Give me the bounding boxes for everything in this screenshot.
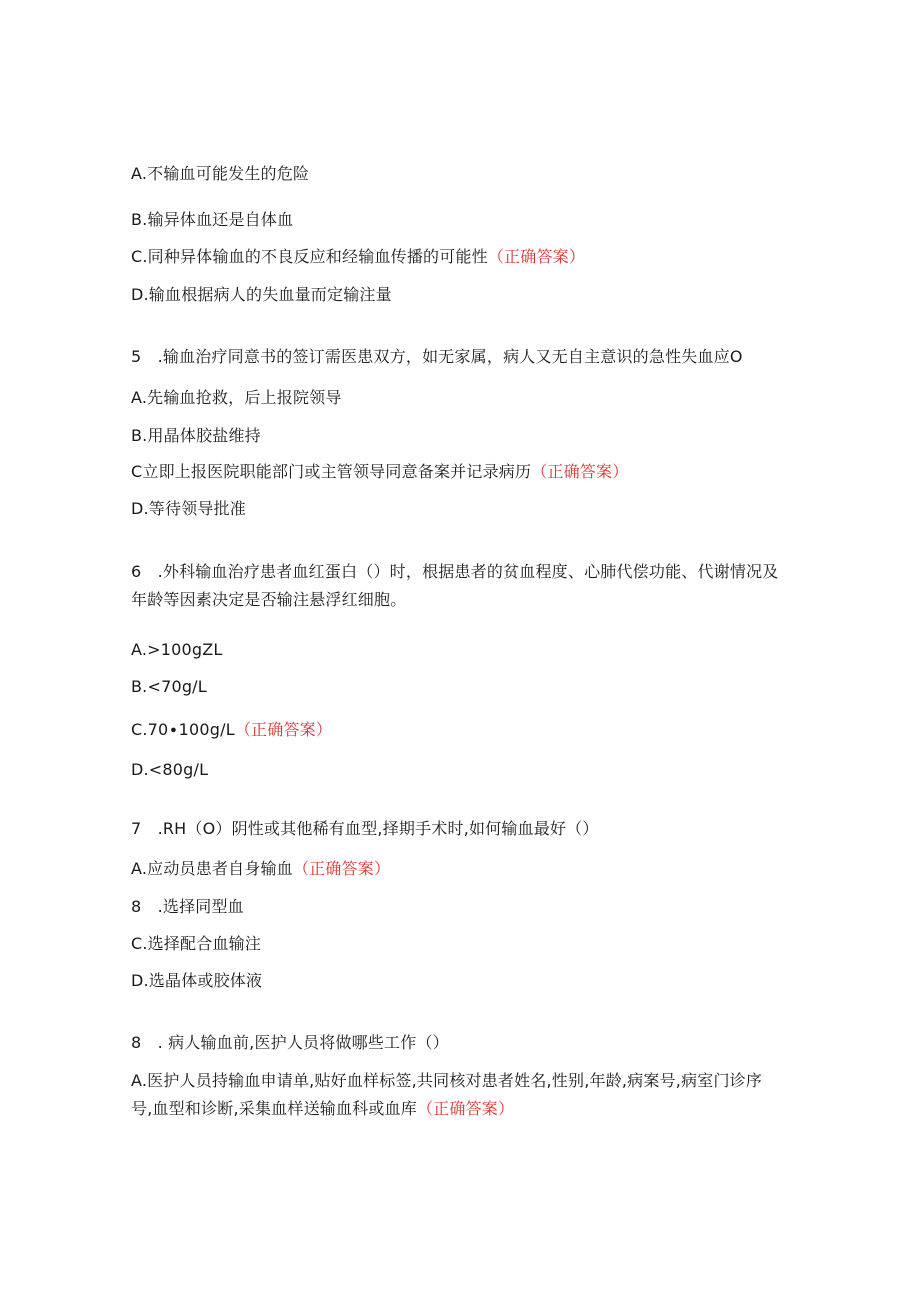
correct-answer-tag: （正确答案） [292,859,391,878]
q7-option-a [131,859,390,879]
q8-option-a [131,1067,781,1123]
q5-option-a [131,388,342,408]
option-text: D.输血根据病人的失血量而定输注量 [131,285,392,304]
q7-option-d [131,971,262,991]
option-text: C立即上报医院职能部门或主管领导同意备案并记录病历 [131,462,532,481]
option-text: B.用晶体胶盐维持 [131,426,261,445]
q4-option-d [131,285,392,305]
option-text: C.同种异体输血的不良反应和经输血传播的可能性 [131,247,488,266]
q6-option-a [131,640,223,660]
option-text: D.<80g∕L [131,760,209,779]
question-text: 8 . 病人输血前,医护人员将做哪些工作（） [131,1033,449,1052]
option-text: C.70∙100g∕L [131,720,235,739]
q7-option-c [131,934,261,954]
q7-question [131,819,599,839]
option-text: D.选晶体或胶体液 [131,971,263,990]
option-text: A.应动员患者自身输血 [131,859,293,878]
question-text: 7 .RH（O）阴性或其他稀有血型,择期手术时,如何输血最好（） [131,819,599,838]
q6-option-b [131,677,207,697]
q5-option-d [131,499,246,519]
correct-answer-tag: （正确答案） [487,247,586,266]
question-text: 5 .输血治疗同意书的签订需医患双方，如无家属，病人又无自主意识的急性失血应O [131,347,743,366]
q5-option-c [131,462,628,482]
correct-answer-tag: （正确答案） [234,720,333,739]
q8-question [131,1033,449,1053]
option-text: D.等待领导批准 [131,499,247,518]
q5-option-b [131,426,261,446]
option-text: A.>100gZL [131,640,223,659]
option-text: C.选择配合血输注 [131,934,262,953]
correct-answer-tag: （正确答案） [416,1099,515,1118]
correct-answer-tag: （正确答案） [531,462,629,481]
q6-option-d [131,760,208,780]
q4-option-b [131,210,293,230]
option-text: B.输异体血还是自体血 [131,210,294,229]
option-text: A.医护人员持输血申请单,贴好血样标签,共同核对患者姓名,性别,年龄,病案号,病室门诊序号,血型和诊断,采集血样送输血科或血库 [131,1071,763,1118]
question-text: 6 .外科输血治疗患者血红蛋白（）时，根据患者的贫血程度、心肺代偿功能、代谢情况及年龄等因素决定是否输注悬浮红细胞。 [131,562,779,609]
option-text: B.<70g∕L [131,677,207,696]
option-text: A.先输血抢救，后上报院领导 [131,388,342,407]
q4-option-c [131,247,585,267]
option-text: 8 .选择同型血 [131,897,244,916]
q7-option-b [131,897,244,917]
q6-question [131,558,781,614]
q4-option-a [131,164,309,184]
option-text: A.不输血可能发生的危险 [131,164,310,183]
q6-option-c [131,720,332,740]
q5-question [131,347,743,367]
